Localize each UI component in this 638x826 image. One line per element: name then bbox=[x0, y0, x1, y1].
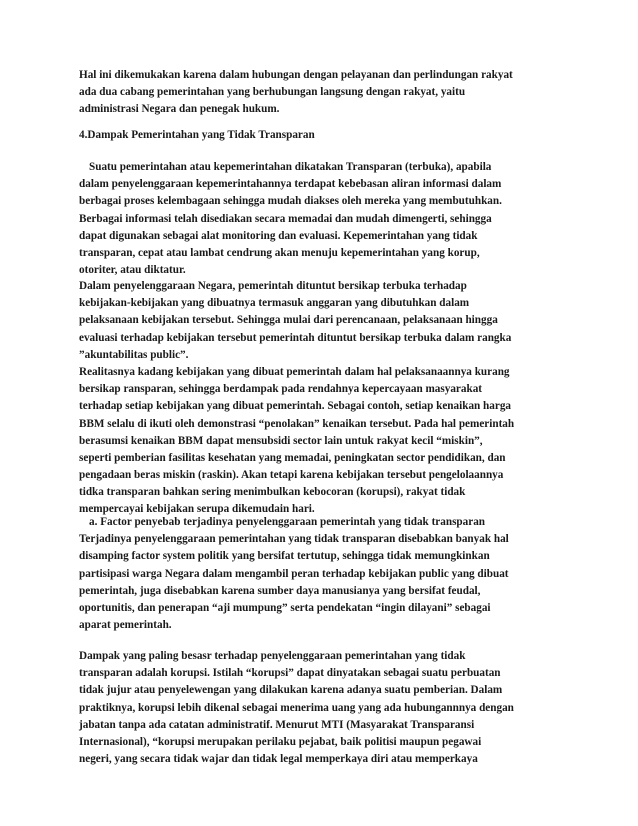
text-line: Dalam penyelenggaraan Negara, pemerintah dituntut bersikap terbuka terhadap bbox=[79, 280, 467, 292]
paragraph-accountability bbox=[79, 278, 569, 519]
subheading-text: a. Factor penyebab terjadinya penyelenggaraan pemerintah yang tidak transparan bbox=[89, 516, 486, 528]
paragraph-transparency bbox=[79, 159, 569, 279]
text-line: dapat digunakan sebagai alat monitoring dan evaluasi. Kepemerintahan yang tidak bbox=[79, 229, 478, 242]
text-line: dalam penyelenggaraan kepemerintahannya terdapat kebebasan aliran informasi dalam bbox=[79, 178, 502, 191]
text-line: praktiknya, korupsi lebih dikenal sebagai menerima uang yang ada hubungannnya dengan bbox=[79, 701, 514, 714]
text-line: bersikap ransparan, sehingga berdampak pada rendahnya kepercayaan masyarakat bbox=[79, 383, 483, 396]
text-line: disamping factor system politik yang bersifat tertutup, sehingga tidak memungkinkan bbox=[79, 550, 490, 563]
text-line: Realitasnya kadang kebijakan yang dibuat pemerintah dalam hal pelaksanaannya kurang bbox=[79, 365, 510, 378]
text-line: terhadap setiap kebijakan yang dibuat pemerintah. Sebagai contoh, setiap kenaikan harga bbox=[79, 400, 512, 413]
heading-text: 4.Dampak Pemerintahan yang Tidak Transparan bbox=[79, 129, 315, 141]
text-line: seperti pemberian fasilitas kesehatan yang memadai, peningkatan sector pendidikan, dan bbox=[79, 451, 506, 464]
text-line: Berbagai informasi telah disediakan secara memadai dan mudah dimengerti, sehingga bbox=[79, 212, 492, 225]
text-line: berasumsi kenaikan BBM dapat mensubsidi sector lain untuk rakyat kecil “miskin”, bbox=[79, 434, 483, 447]
text-line: pemerintah, juga disebabkan karena sumber daya manusianya yang bersifat feudal, bbox=[79, 584, 481, 597]
paragraph-corruption bbox=[79, 648, 569, 768]
text-line: partisipasi warga Negara dalam mengambil peran terhadap kebijakan public yang dibuat bbox=[79, 567, 509, 580]
text-line: negeri, yang secara tidak wajar dan tidak legal memperkaya diri atau memperkaya bbox=[79, 753, 478, 766]
text-line: pengadaan beras miskin (raskin). Akan tetapi karena kebijakan tersebut pengelolaannya bbox=[79, 469, 504, 482]
text-line: pelaksanaan kebijakan tersebut. Sehingga mulai dari perencanaan, pelaksanaan hingga bbox=[79, 314, 498, 327]
text-line: oportunitis, dan penerapan “aji mumpung” serta pendekatan “ingin dilayani” sebagai bbox=[79, 601, 491, 614]
text-line: Internasional), “korupsi merupakan perilaku pejabat, baik politisi maupun pegawai bbox=[79, 735, 482, 748]
text-line: aparat pemerintah. bbox=[79, 619, 172, 632]
paragraph-intro bbox=[79, 67, 569, 119]
text-line: tidka transparan bahkan sering menimbulkan kebocoran (korupsi), rakyat tidak bbox=[79, 486, 466, 499]
text-line: administrasi Negara dan penegak hukum. bbox=[79, 103, 280, 116]
paragraph-factors bbox=[79, 514, 569, 634]
text-line: ”akuntabilitas public”. bbox=[79, 348, 189, 361]
text-line: mempercayai kebijakan serupa dikemudain hari. bbox=[79, 503, 315, 516]
text-line: ada dua cabang pemerintahan yang berhubungan langsung dengan rakyat, yaitu bbox=[79, 86, 466, 99]
text-line: otoriter, atau diktatur. bbox=[79, 264, 186, 277]
text-line: BBM selalu di ikuti oleh demonstrasi “penolakan” kenaikan tersebut. Pada hal pemerintah bbox=[79, 417, 515, 430]
text-line: Terjadinya penyelenggaraan pemerintahan yang tidak transparan disebabkan banyak hal bbox=[79, 533, 509, 546]
text-line: tidak jujur atau penyelewengan yang dilakukan karena adanya suatu pemberian. Dalam bbox=[79, 684, 503, 697]
text-line: evaluasi terhadap kebijakan tersebut pemerintah dituntut bersikap terbuka dalam rangka bbox=[79, 331, 512, 344]
text-line: jabatan tanpa ada catatan administratif. Menurut MTI (Masyarakat Transparansi bbox=[79, 718, 475, 731]
text-line: Suatu pemerintahan atau kepemerintahan dikatakan Transparan (terbuka), apabila bbox=[89, 161, 492, 173]
section-heading bbox=[79, 127, 569, 144]
text-line: berbagai proses kelembagaan sehingga mudah diakses oleh mereka yang membutuhkan. bbox=[79, 195, 502, 208]
text-line: transparan adalah korupsi. Istilah “korupsi” dapat dinyatakan sebagai suatu perbuatan bbox=[79, 667, 501, 680]
text-line: kebijakan-kebijakan yang dibuatnya termasuk anggaran yang dibutuhkan dalam bbox=[79, 297, 470, 310]
text-line: transparan, cepat atau lambat cendrung akan menuju kepemerintahan yang korup, bbox=[79, 246, 480, 259]
text-line: Dampak yang paling besasr terhadap penyelenggaraan pemerintahan yang tidak bbox=[79, 650, 466, 662]
text-line: Hal ini dikemukakan karena dalam hubungan dengan pelayanan dan perlindungan rakyat bbox=[79, 69, 513, 81]
